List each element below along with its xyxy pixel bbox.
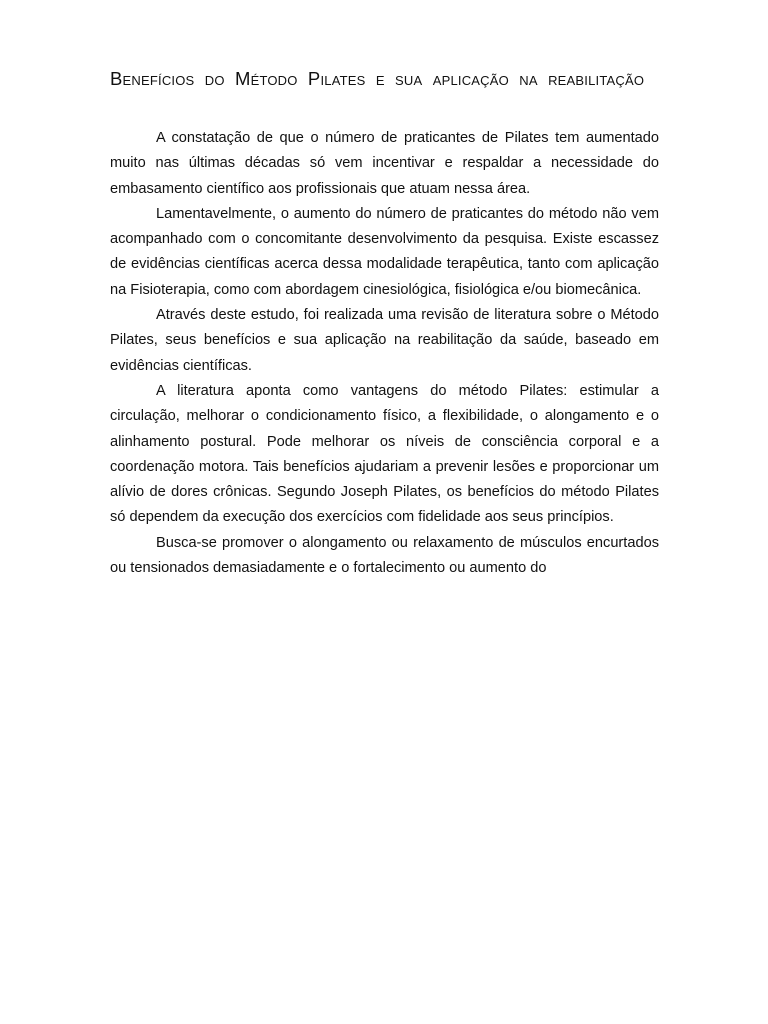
paragraph-3: Através deste estudo, foi realizada uma revisão de literatura sobre o Método Pilates, seus benefícios e sua aplicação na reabilitação da saúde, baseado em evidências científicas. <box>110 307 659 374</box>
paragraph-4: A literatura aponta como vantagens do método Pilates: estimular a circulação, melhorar o condicionamento físico, a flexibilidade, o alongamento e o alinhamento postural. Pode melhorar os níveis de consciência corporal e a coordenação motora. Tais benefícios ajudariam a prevenir lesões e proporcionar um alívio de dores crônicas. Segundo Joseph Pilates, os benefícios do método Pilates só dependem da execução dos exercícios com fidelidade aos seus princípios. <box>110 382 659 526</box>
document-page <box>110 62 659 581</box>
paragraph-2: Lamentavelmente, o aumento do número de praticantes do método não vem acompanhado com o concomitante desenvolvimento da pesquisa. Existe escassez de evidências científicas acerca dessa modalidade terapêutica, tanto com aplicação na Fisioterapia, como com abordagem cinesiológica, fisiológica e/ou biomecânica. <box>110 205 659 298</box>
paragraph-1: A constatação de que o número de praticantes de Pilates tem aumentado muito nas últimas décadas só vem incentivar e respaldar a necessidade do embasamento científico aos profissionais que atuam nessa área. <box>110 130 659 197</box>
document-title: Benefícios do Método Pilates e sua aplicação na reabilitação <box>110 68 645 89</box>
paragraph-5: Busca-se promover o alongamento ou relaxamento de músculos encurtados ou tensionados demasiadamente e o fortalecimento ou aumento do <box>110 534 659 577</box>
